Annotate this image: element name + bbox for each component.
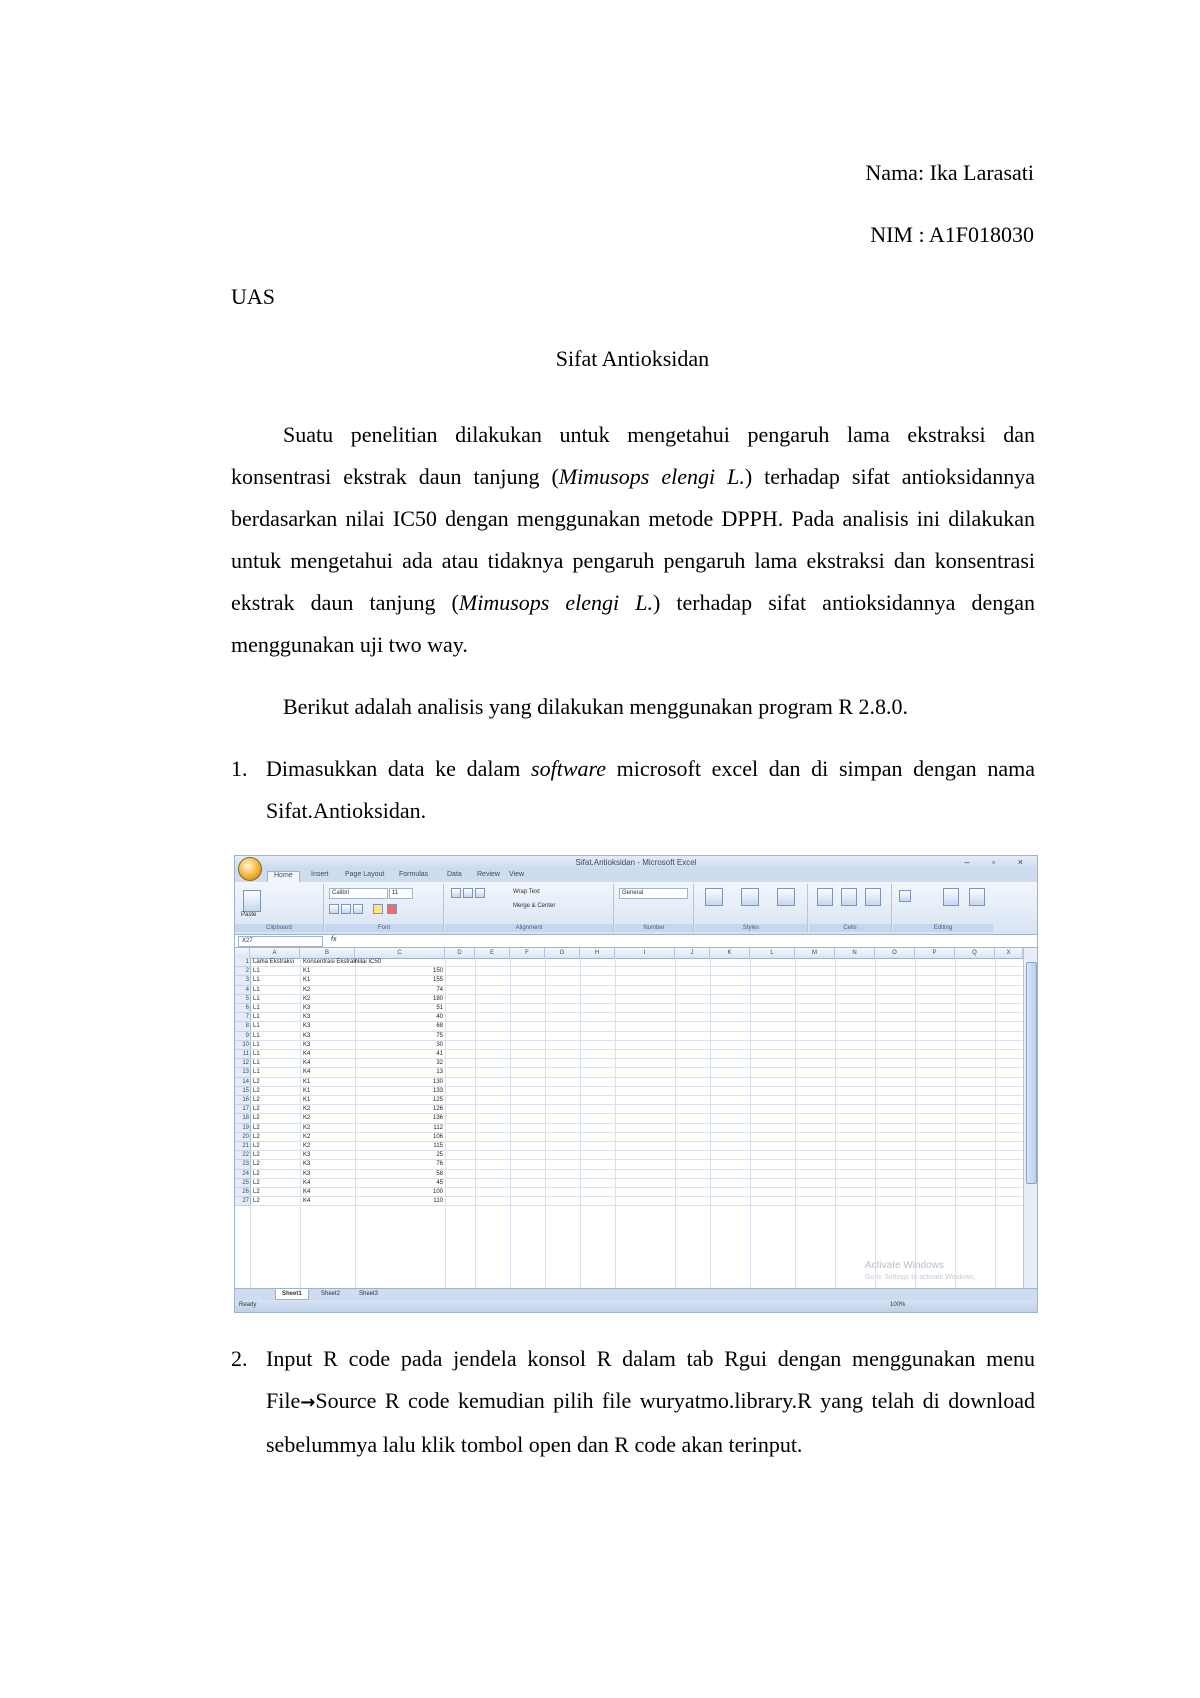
data-cell[interactable]: L1 (253, 1069, 260, 1076)
column-header[interactable]: D (445, 948, 475, 959)
vertical-scrollbar[interactable] (1023, 948, 1038, 1288)
data-cell[interactable]: K2 (303, 986, 311, 993)
data-cell[interactable]: 40 (436, 1014, 443, 1021)
sheet-tab-1[interactable]: Sheet1 (275, 1289, 309, 1300)
ribbon-tab[interactable]: Review (477, 871, 500, 878)
grid-line (250, 985, 1023, 986)
data-cell[interactable]: K2 (303, 1124, 311, 1131)
data-cell[interactable]: K1 (303, 1087, 311, 1094)
insert-cells-icon[interactable] (817, 888, 833, 906)
data-cell[interactable]: L1 (253, 1032, 260, 1039)
data-cell[interactable]: 58 (436, 1170, 443, 1177)
data-cell[interactable]: L2 (253, 1152, 260, 1159)
data-cell[interactable]: 136 (432, 1115, 443, 1122)
fill-color-icon[interactable] (373, 904, 383, 914)
align-bottom-icon[interactable] (475, 888, 485, 898)
align-top-icon[interactable] (451, 888, 461, 898)
intro-paragraph (231, 414, 1035, 666)
data-cell[interactable]: 68 (436, 1023, 443, 1030)
data-cell[interactable]: L2 (253, 1106, 260, 1113)
row-header[interactable]: 2 (235, 967, 251, 976)
font-color-icon[interactable] (387, 904, 397, 914)
data-cell[interactable]: K4 (303, 1051, 311, 1057)
data-cell[interactable]: K2 (303, 1133, 311, 1140)
grid-line (250, 1205, 1023, 1206)
group-label: Cells (809, 924, 891, 932)
group-clipboard (235, 884, 324, 932)
data-cell[interactable]: K3 (303, 1161, 311, 1168)
window-controls[interactable]: – ▫ × (964, 857, 1033, 867)
row-header[interactable]: 13 (235, 1068, 251, 1077)
row-header[interactable]: 21 (235, 1142, 251, 1151)
data-cell[interactable]: L2 (253, 1087, 260, 1094)
grid-line (250, 1086, 1023, 1087)
list-item-1 (231, 748, 1035, 832)
list-text-part: Dimasukkan data ke dalam (266, 756, 532, 781)
data-cell[interactable]: 32 (436, 1060, 443, 1067)
group-editing (893, 884, 993, 932)
data-cell[interactable]: 74 (436, 986, 443, 993)
row-header[interactable]: 5 (235, 995, 251, 1004)
paste-label: Paste (241, 912, 257, 918)
document-title: Sifat Antioksidan (555, 346, 710, 371)
row-header[interactable]: 12 (235, 1059, 251, 1068)
data-cell[interactable]: K3 (303, 1032, 311, 1039)
row-header[interactable]: 4 (235, 986, 251, 995)
grid-line (250, 1187, 1023, 1188)
row-header[interactable]: 16 (235, 1096, 251, 1105)
activation-watermark: Activate Windows (865, 1260, 944, 1271)
grid-line (250, 1040, 1023, 1041)
data-cell[interactable]: L1 (253, 1051, 260, 1057)
list-text-part: microsoft excel dan di simpan dengan nama Sifat.Antioksidan. (266, 756, 1035, 823)
data-cell[interactable]: K2 (303, 995, 311, 1002)
ribbon-tab[interactable]: Insert (311, 871, 329, 878)
data-cell[interactable]: K4 (303, 1198, 311, 1205)
grid-line (250, 1150, 1023, 1151)
column-header[interactable]: C (355, 948, 445, 959)
row-header[interactable]: 14 (235, 1078, 251, 1087)
data-cell[interactable]: L2 (253, 1170, 260, 1177)
data-cell[interactable]: 51 (436, 1005, 443, 1011)
column-header[interactable]: N (835, 948, 875, 959)
row-header[interactable]: 6 (235, 1004, 251, 1013)
data-cell[interactable]: L2 (253, 1078, 260, 1085)
group-label: Styles (695, 924, 807, 932)
grid-line (250, 1113, 1023, 1114)
row-header[interactable]: 7 (235, 1013, 251, 1022)
font-name-box[interactable]: Calibri (329, 888, 388, 899)
species-name: Mimusops elengi L. (458, 590, 653, 615)
grid-line (250, 1067, 1023, 1068)
row-header[interactable]: 25 (235, 1179, 251, 1188)
paragraph-text: ) terhadap sifat antioksidannya berdasarkan nilai IC50 dengan menggunakan metode DPPH. Pada analisis ini dilakukan untuk mengetahui ada atau tidaknya pengaruh pengaruh lama ekstraksi dan konsentrasi ekstrak daun tanjung ( (231, 464, 1035, 615)
row-header[interactable]: 22 (235, 1151, 251, 1160)
data-cell[interactable]: 180 (432, 995, 443, 1002)
column-header[interactable]: X (995, 948, 1023, 959)
column-header[interactable]: G (545, 948, 580, 959)
column-header[interactable]: H (580, 948, 615, 959)
data-cell[interactable]: 106 (432, 1133, 443, 1140)
conditional-formatting-icon[interactable] (705, 888, 723, 906)
row-header[interactable]: 26 (235, 1188, 251, 1197)
column-header[interactable]: Q (955, 948, 995, 959)
data-cell[interactable]: K3 (303, 1014, 311, 1021)
data-cell[interactable]: K1 (303, 1097, 311, 1103)
grid-line (250, 1104, 1023, 1105)
row-header[interactable]: 1 (235, 958, 251, 967)
activation-watermark-sub: Go to Settings to activate Windows. (865, 1274, 976, 1281)
font-size-box[interactable]: 11 (389, 888, 413, 899)
autosum-icon[interactable] (899, 890, 911, 902)
data-cell[interactable]: 133 (432, 1087, 443, 1094)
label-uas: UAS (231, 284, 276, 309)
group-number (615, 884, 694, 932)
data-cell[interactable]: 13 (436, 1069, 443, 1076)
column-header[interactable]: L (750, 948, 795, 959)
data-cell[interactable]: 126 (432, 1106, 443, 1113)
grid-line (250, 975, 1023, 976)
data-cell[interactable]: L1 (253, 1014, 260, 1021)
row-header[interactable]: 3 (235, 976, 251, 985)
data-cell[interactable]: L2 (253, 1115, 260, 1122)
row-header[interactable]: 24 (235, 1170, 251, 1179)
data-cell[interactable]: L2 (253, 1179, 260, 1186)
data-cell[interactable]: L1 (253, 995, 260, 1002)
ribbon-tab[interactable]: Data (447, 871, 462, 878)
group-cells (809, 884, 892, 932)
data-cell[interactable]: K4 (303, 1060, 311, 1067)
student-nim: NIM : A1F018030 (870, 222, 1034, 247)
column-header[interactable]: M (795, 948, 835, 959)
find-select-icon[interactable] (969, 888, 985, 906)
ribbon-tab[interactable]: Formulas (399, 871, 429, 878)
data-cell[interactable]: K4 (303, 1189, 311, 1195)
group-alignment (445, 884, 614, 932)
column-header[interactable]: A (250, 948, 300, 959)
column-header[interactable]: K (710, 948, 750, 959)
grid-line (250, 966, 1023, 967)
data-cell[interactable]: K3 (303, 1152, 311, 1159)
ribbon (235, 882, 1037, 935)
grid-line (250, 1196, 1023, 1197)
status-ready: Ready (239, 1302, 257, 1308)
grid-line (250, 1169, 1023, 1170)
student-name: Nama: Ika Larasati (865, 160, 1034, 185)
data-cell[interactable]: 112 (433, 1124, 443, 1131)
excel-titlebar (235, 856, 1037, 870)
zoom-level[interactable]: 100% (890, 1302, 906, 1308)
column-header[interactable]: E (475, 948, 510, 959)
scroll-thumb[interactable] (1026, 962, 1037, 1184)
formula-bar (235, 935, 1037, 948)
data-cell[interactable]: 125 (432, 1097, 443, 1103)
list-text-part: Source R code kemudian pilih file wuryatmo.library.R yang telah di download sebelummya lalu klik tombol open dan R code akan terinput. (266, 1388, 1035, 1457)
ribbon-tab[interactable]: Home (267, 871, 300, 883)
number-format-box[interactable]: General (619, 888, 688, 899)
row-header[interactable]: 17 (235, 1105, 251, 1114)
merge-button[interactable]: Merge & Center (513, 903, 556, 909)
list-number: 1. (231, 756, 248, 781)
group-label: Editing (893, 924, 993, 932)
excel-screenshot (234, 855, 1038, 1313)
cell-styles-icon[interactable] (777, 888, 795, 906)
sort-filter-icon[interactable] (943, 888, 959, 906)
row-header[interactable]: 8 (235, 1022, 251, 1031)
species-name: Mimusops elengi L. (558, 464, 745, 489)
group-label: Font (325, 924, 443, 932)
data-cell[interactable]: 100 (432, 1189, 443, 1195)
data-cell[interactable]: L1 (253, 1060, 260, 1067)
list-number: 2. (231, 1346, 248, 1371)
data-cell[interactable]: K3 (303, 1170, 311, 1177)
data-cell[interactable]: L2 (253, 1133, 260, 1140)
data-cell[interactable]: L2 (253, 1189, 260, 1195)
format-as-table-icon[interactable] (741, 888, 759, 906)
data-cell[interactable]: L1 (253, 986, 260, 993)
data-cell[interactable]: K2 (303, 1115, 311, 1122)
grid-line (250, 1049, 1023, 1050)
paragraph-text: Suatu penelitian dilakukan untuk mengetahui pengaruh lama ekstraksi dan konsentrasi ekstrak daun tanjung ( (231, 422, 1035, 489)
data-cell[interactable]: 75 (436, 1032, 443, 1039)
name-box[interactable]: X27 (238, 936, 323, 947)
grid-line (250, 1178, 1023, 1179)
group-font (325, 884, 444, 932)
data-cell[interactable]: L2 (253, 1198, 260, 1205)
row-header[interactable]: 9 (235, 1032, 251, 1041)
italic-icon[interactable] (341, 904, 351, 914)
data-cell[interactable]: 30 (436, 1041, 443, 1048)
data-cell[interactable]: 76 (436, 1161, 443, 1168)
sheet-tab-2[interactable]: Sheet2 (321, 1291, 341, 1297)
data-cell[interactable]: L1 (253, 977, 260, 984)
data-cell[interactable]: 115 (433, 1143, 443, 1149)
grid-line (250, 1132, 1023, 1133)
row-header[interactable]: 23 (235, 1160, 251, 1169)
data-cell[interactable]: K3 (303, 1041, 311, 1048)
row-header[interactable]: 10 (235, 1041, 251, 1050)
grid-line (250, 1003, 1023, 1004)
data-cell[interactable]: L1 (253, 1005, 260, 1011)
data-cell[interactable]: 130 (432, 1078, 443, 1085)
column-header[interactable]: B (300, 948, 355, 959)
list-text (266, 748, 1035, 832)
data-cell[interactable]: K4 (303, 1179, 311, 1186)
data-cell[interactable]: L2 (253, 1124, 260, 1131)
header-cell[interactable]: Lama Ekstraksi (253, 959, 295, 965)
data-cell[interactable]: K2 (303, 1143, 311, 1149)
data-cell[interactable]: 45 (436, 1179, 443, 1186)
data-cell[interactable]: 150 (432, 968, 443, 975)
paste-icon[interactable] (243, 890, 261, 912)
column-header[interactable]: F (510, 948, 545, 959)
grid-line (250, 1095, 1023, 1096)
row-header[interactable]: 19 (235, 1124, 251, 1133)
delete-cells-icon[interactable] (841, 888, 857, 906)
column-header[interactable]: J (675, 948, 710, 959)
row-header[interactable]: 18 (235, 1114, 251, 1123)
grid-line (250, 1031, 1023, 1032)
data-cell[interactable]: L1 (253, 968, 260, 975)
column-header[interactable]: O (875, 948, 915, 959)
italic-term: software (531, 756, 607, 781)
grid-line (250, 1123, 1023, 1124)
worksheet-grid[interactable] (235, 948, 1023, 1288)
row-header[interactable]: 27 (235, 1197, 251, 1206)
header-cell[interactable]: Nilai IC50 (355, 959, 382, 965)
grid-line (250, 1058, 1023, 1059)
program-paragraph: Berikut adalah analisis yang dilakukan menggunakan program R 2.8.0. (283, 694, 909, 719)
arrow-icon: → (300, 1392, 316, 1413)
row-header[interactable]: 11 (235, 1050, 251, 1059)
group-label: Clipboard (235, 924, 323, 932)
data-cell[interactable]: K3 (303, 1005, 311, 1011)
sheet-tab-3[interactable]: Sheet3 (359, 1291, 379, 1297)
group-label: Number (615, 924, 693, 932)
format-cells-icon[interactable] (865, 888, 881, 906)
fx-icon[interactable]: fx (331, 936, 337, 943)
data-cell[interactable]: 110 (433, 1198, 443, 1205)
grid-line (250, 1159, 1023, 1160)
grid-line (250, 994, 1023, 995)
grid-line (250, 1077, 1023, 1078)
ribbon-tabs (235, 870, 1037, 882)
data-cell[interactable]: K1 (303, 1078, 311, 1085)
data-cell[interactable]: K2 (303, 1106, 311, 1113)
align-middle-icon[interactable] (463, 888, 473, 898)
data-cell[interactable]: L1 (253, 1023, 260, 1030)
grid-line (250, 1012, 1023, 1013)
row-header[interactable]: 15 (235, 1087, 251, 1096)
data-cell[interactable]: 155 (432, 977, 443, 984)
header-cell[interactable]: Konsentrasi Ekstrak (303, 959, 357, 965)
row-header[interactable]: 20 (235, 1133, 251, 1142)
data-cell[interactable]: K1 (303, 977, 311, 984)
data-cell[interactable]: 25 (436, 1152, 443, 1159)
bold-icon[interactable] (329, 904, 339, 914)
data-cell[interactable]: 41 (436, 1051, 443, 1057)
grid-line (250, 1141, 1023, 1142)
grid-line (250, 1021, 1023, 1022)
paragraph-text: ) terhadap sifat antioksidannya dengan menggunakan uji two way. (231, 590, 1035, 657)
underline-icon[interactable] (353, 904, 363, 914)
group-label: Alignment (445, 924, 613, 932)
sheet-tabs (235, 1288, 1037, 1300)
list-text (266, 1338, 1035, 1466)
group-styles (695, 884, 808, 932)
data-cell[interactable]: L1 (253, 1041, 260, 1048)
excel-window-title: Sifat.Antioksidan - Microsoft Excel (575, 858, 697, 867)
column-header[interactable]: P (915, 948, 955, 959)
column-header[interactable]: I (615, 948, 675, 959)
ribbon-tab[interactable]: View (509, 871, 525, 878)
status-bar (235, 1300, 1037, 1312)
wrap-text-button[interactable]: Wrap Text (513, 889, 540, 895)
data-cell[interactable]: K1 (303, 968, 311, 975)
list-item-2 (231, 1338, 1035, 1466)
office-button-icon[interactable] (238, 857, 262, 881)
list-text-part: Input R code pada jendela konsol R dalam tab Rgui dengan menggunakan menu File (266, 1346, 1035, 1413)
data-cell[interactable]: K3 (303, 1023, 311, 1030)
data-cell[interactable]: K4 (303, 1069, 311, 1076)
data-cell[interactable]: L2 (253, 1161, 260, 1168)
data-cell[interactable]: L2 (253, 1143, 260, 1149)
data-cell[interactable]: L2 (253, 1097, 260, 1103)
ribbon-tab[interactable]: Page Layout (345, 871, 385, 878)
